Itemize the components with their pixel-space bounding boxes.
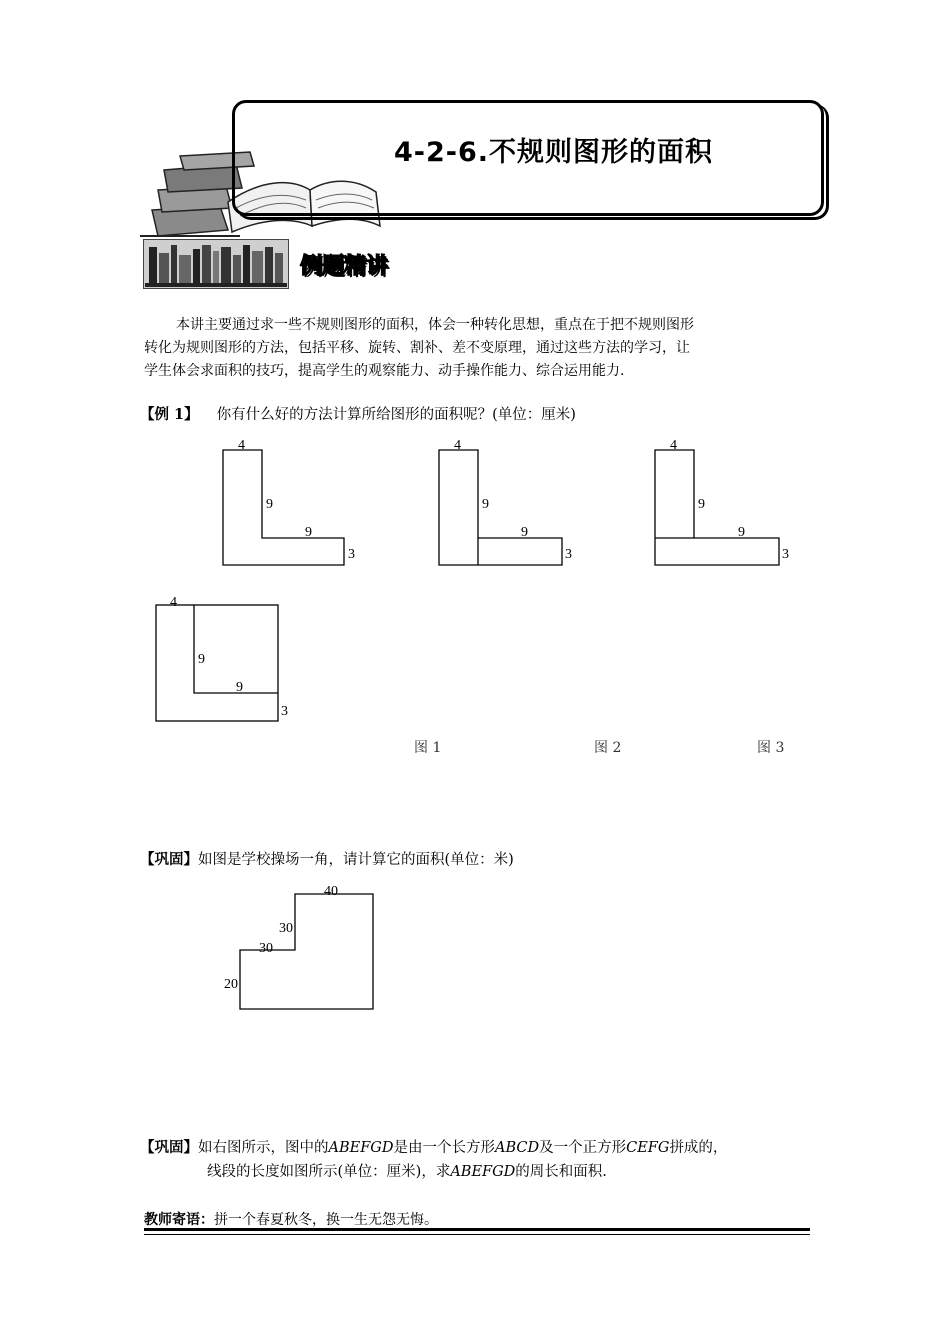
dim-top: 4	[170, 595, 177, 610]
shape-abefgd: ABEFGD	[328, 1140, 394, 1156]
example-1-figure-a	[215, 430, 365, 570]
consolidate-2-text-a: 如右图所示，图中的	[198, 1140, 329, 1156]
footer-label: 教师寄语：	[144, 1212, 214, 1228]
footer-note	[144, 1209, 438, 1229]
figure-caption-3: 图 3	[757, 740, 785, 756]
dim-horizontal: 9	[738, 525, 745, 540]
shape-cefg: CEFG	[626, 1140, 670, 1156]
figure-caption-2: 图 2	[594, 740, 622, 756]
example-1-question	[140, 403, 576, 424]
example-1-figure-b	[431, 430, 581, 570]
dim-left: 20	[224, 977, 238, 992]
dim-vertical: 9	[198, 652, 205, 667]
example-1-text: 你有什么好的方法计算所给图形的面积呢？(单位：厘米)	[216, 407, 576, 423]
consolidate-1-text: 如图是学校操场一角，请计算它的面积(单位：米)	[198, 852, 514, 868]
dim-top: 40	[324, 884, 338, 899]
footer-rule-thin	[144, 1234, 810, 1235]
dim-bottom: 3	[348, 547, 355, 562]
dim-horizontal: 9	[305, 525, 312, 540]
example-1-figure-c	[647, 430, 797, 570]
footer-text: 拼一个春夏秋冬，换一生无怨无悔。	[214, 1212, 438, 1228]
dim-horizontal: 9	[521, 525, 528, 540]
page-title: 4-2-6.不规则图形的面积	[394, 137, 714, 168]
intro-line-1: 本讲主要通过求一些不规则图形的面积，体会一种转化思想，重点在于把不规则图形	[176, 317, 694, 333]
shape-abefgd-2: ABEFGD	[450, 1164, 516, 1180]
dim-lower-step: 30	[259, 941, 273, 956]
example-1-tag: 【例 1】	[140, 406, 199, 423]
dim-horizontal: 9	[236, 680, 243, 695]
shape-abcd: ABCD	[494, 1140, 540, 1156]
playground-figure	[215, 878, 390, 1018]
consolidate-2-text-2c: 的周长和面积.	[515, 1164, 607, 1180]
section-banner-label: 例题精讲	[300, 254, 389, 279]
dim-bottom: 3	[281, 704, 288, 719]
dim-top: 4	[238, 438, 245, 453]
dim-bottom: 3	[782, 547, 789, 562]
footer-rule-thick	[144, 1228, 810, 1231]
dim-vertical: 9	[266, 497, 273, 512]
dim-top: 4	[670, 438, 677, 453]
intro-line-3: 学生体会求面积的技巧，提高学生的观察能力、动手操作能力、综合运用能力.	[144, 363, 625, 379]
example-1-figure-d	[148, 590, 298, 730]
dim-vertical: 9	[698, 497, 705, 512]
consolidate-2-text-g: 拼成的，	[669, 1140, 728, 1156]
intro-line-2: 转化为规则图形的方法，包括平移、旋转、割补、差不变原理，通过这些方法的学习，让	[144, 340, 690, 356]
dim-bottom: 3	[565, 547, 572, 562]
consolidate-2-line-1	[140, 1136, 727, 1157]
consolidate-2-line-2	[207, 1160, 607, 1181]
consolidate-2-text-c: 是由一个长方形	[393, 1140, 495, 1156]
consolidate-1-tag: 【巩固】	[140, 851, 198, 868]
figure-caption-1: 图 1	[414, 740, 442, 756]
consolidate-2-text-2a: 线段的长度如图所示(单位：厘米)，求	[207, 1164, 451, 1180]
consolidate-2-tag: 【巩固】	[140, 1139, 198, 1156]
consolidate-2-text-e: 及一个正方形	[539, 1140, 627, 1156]
dim-top: 4	[454, 438, 461, 453]
bookshelf-banner-icon	[143, 239, 289, 289]
dim-upper-step: 30	[279, 921, 293, 936]
consolidate-1-question	[140, 848, 514, 869]
dim-vertical: 9	[482, 497, 489, 512]
